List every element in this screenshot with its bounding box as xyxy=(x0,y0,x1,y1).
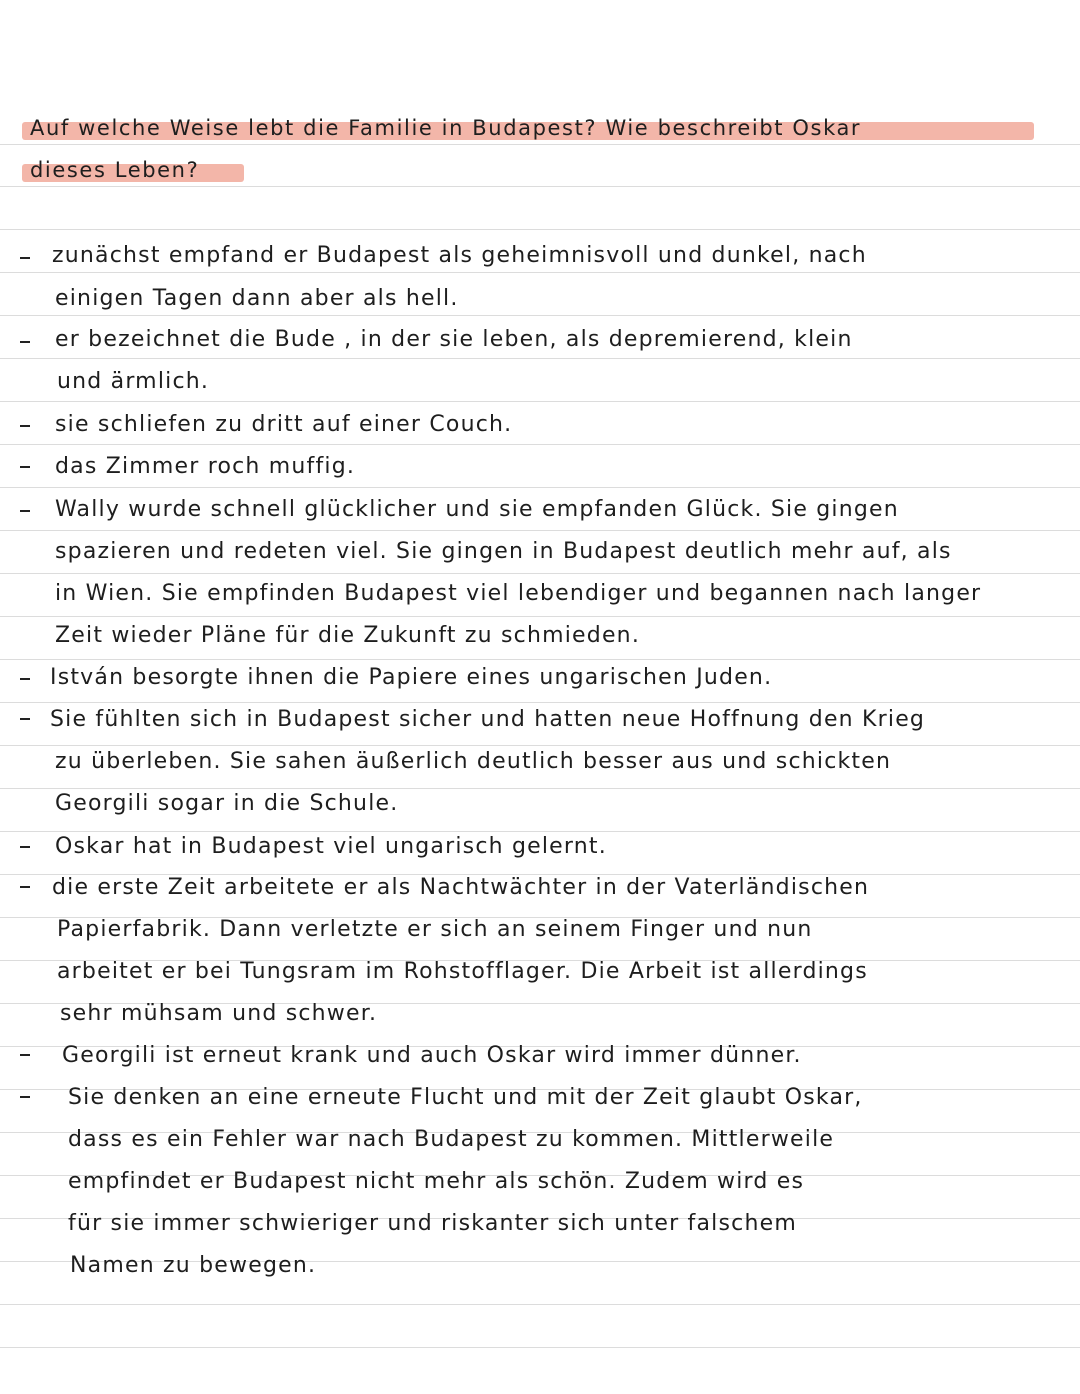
note-line: Georgili ist erneut krank und auch Oskar wird immer dünner. xyxy=(62,1043,802,1068)
ruled-line xyxy=(0,1304,1080,1305)
note-line: in Wien. Sie empfinden Budapest viel lebendiger und begannen nach langer xyxy=(55,581,982,606)
ruled-line xyxy=(0,144,1080,145)
bullet-dash xyxy=(20,886,30,888)
note-line: Oskar hat in Budapest viel ungarisch gelernt. xyxy=(55,834,607,859)
ruled-line xyxy=(0,831,1080,832)
ruled-line xyxy=(0,229,1080,230)
bullet-dash xyxy=(20,1096,30,1098)
bullet-dash xyxy=(20,341,30,343)
ruled-line xyxy=(0,401,1080,402)
note-line: Papierfabrik. Dann verletzte er sich an seinem Finger und nun xyxy=(57,917,813,942)
note-line: Georgili sogar in die Schule. xyxy=(55,791,399,816)
bullet-dash xyxy=(20,678,30,680)
ruled-line xyxy=(0,573,1080,574)
note-line: Sie fühlten sich in Budapest sicher und hatten neue Hoffnung den Krieg xyxy=(50,707,926,732)
note-line: die erste Zeit arbeitete er als Nachtwächter in der Vaterländischen xyxy=(52,875,870,900)
note-line: sehr mühsam und schwer. xyxy=(60,1001,378,1026)
note-line: und ärmlich. xyxy=(57,369,210,394)
question-line-1: Auf welche Weise lebt die Familie in Budapest? Wie beschreibt Oskar xyxy=(30,116,862,140)
ruled-line xyxy=(0,745,1080,746)
bullet-dash xyxy=(20,718,30,720)
note-line: das Zimmer roch muffig. xyxy=(55,454,356,479)
ruled-line xyxy=(0,788,1080,789)
ruled-line xyxy=(0,616,1080,617)
bullet-dash xyxy=(20,846,30,848)
ruled-line xyxy=(0,444,1080,445)
note-line: arbeitet er bei Tungsram im Rohstofflager. Die Arbeit ist allerdings xyxy=(57,959,868,984)
note-line: István besorgte ihnen die Papiere eines ungarischen Juden. xyxy=(50,665,773,690)
ruled-line xyxy=(0,530,1080,531)
ruled-line xyxy=(0,186,1080,187)
note-line: Zeit wieder Pläne für die Zukunft zu schmieden. xyxy=(55,623,641,648)
ruled-line xyxy=(0,702,1080,703)
note-line: einigen Tagen dann aber als hell. xyxy=(55,286,459,311)
note-line: Sie denken an eine erneute Flucht und mit der Zeit glaubt Oskar, xyxy=(68,1085,863,1110)
bullet-dash xyxy=(20,257,30,259)
ruled-line xyxy=(0,358,1080,359)
note-line: dass es ein Fehler war nach Budapest zu kommen. Mittlerweile xyxy=(68,1127,835,1152)
note-line: Wally wurde schnell glücklicher und sie empfanden Glück. Sie gingen xyxy=(55,497,899,522)
note-line: spazieren und redeten viel. Sie gingen in Budapest deutlich mehr auf, als xyxy=(55,539,952,564)
note-line: er bezeichnet die Bude , in der sie leben, als depremierend, klein xyxy=(55,327,853,352)
ruled-line xyxy=(0,659,1080,660)
note-line: zu überleben. Sie sahen äußerlich deutlich besser aus und schickten xyxy=(55,749,892,774)
ruled-line xyxy=(0,1347,1080,1348)
bullet-dash xyxy=(20,425,30,427)
ruled-line xyxy=(0,315,1080,316)
ruled-line xyxy=(0,272,1080,273)
note-line: Namen zu bewegen. xyxy=(70,1253,317,1278)
note-line: zunächst empfand er Budapest als geheimnisvoll und dunkel, nach xyxy=(52,243,867,268)
note-line: empfindet er Budapest nicht mehr als schön. Zudem wird es xyxy=(68,1169,805,1194)
ruled-line xyxy=(0,487,1080,488)
note-line: für sie immer schwieriger und riskanter sich unter falschem xyxy=(68,1211,797,1236)
note-line: sie schliefen zu dritt auf einer Couch. xyxy=(55,412,513,437)
bullet-dash xyxy=(20,1054,30,1056)
bullet-dash xyxy=(20,510,30,512)
bullet-dash xyxy=(20,466,30,468)
question-line-2: dieses Leben? xyxy=(30,158,200,182)
